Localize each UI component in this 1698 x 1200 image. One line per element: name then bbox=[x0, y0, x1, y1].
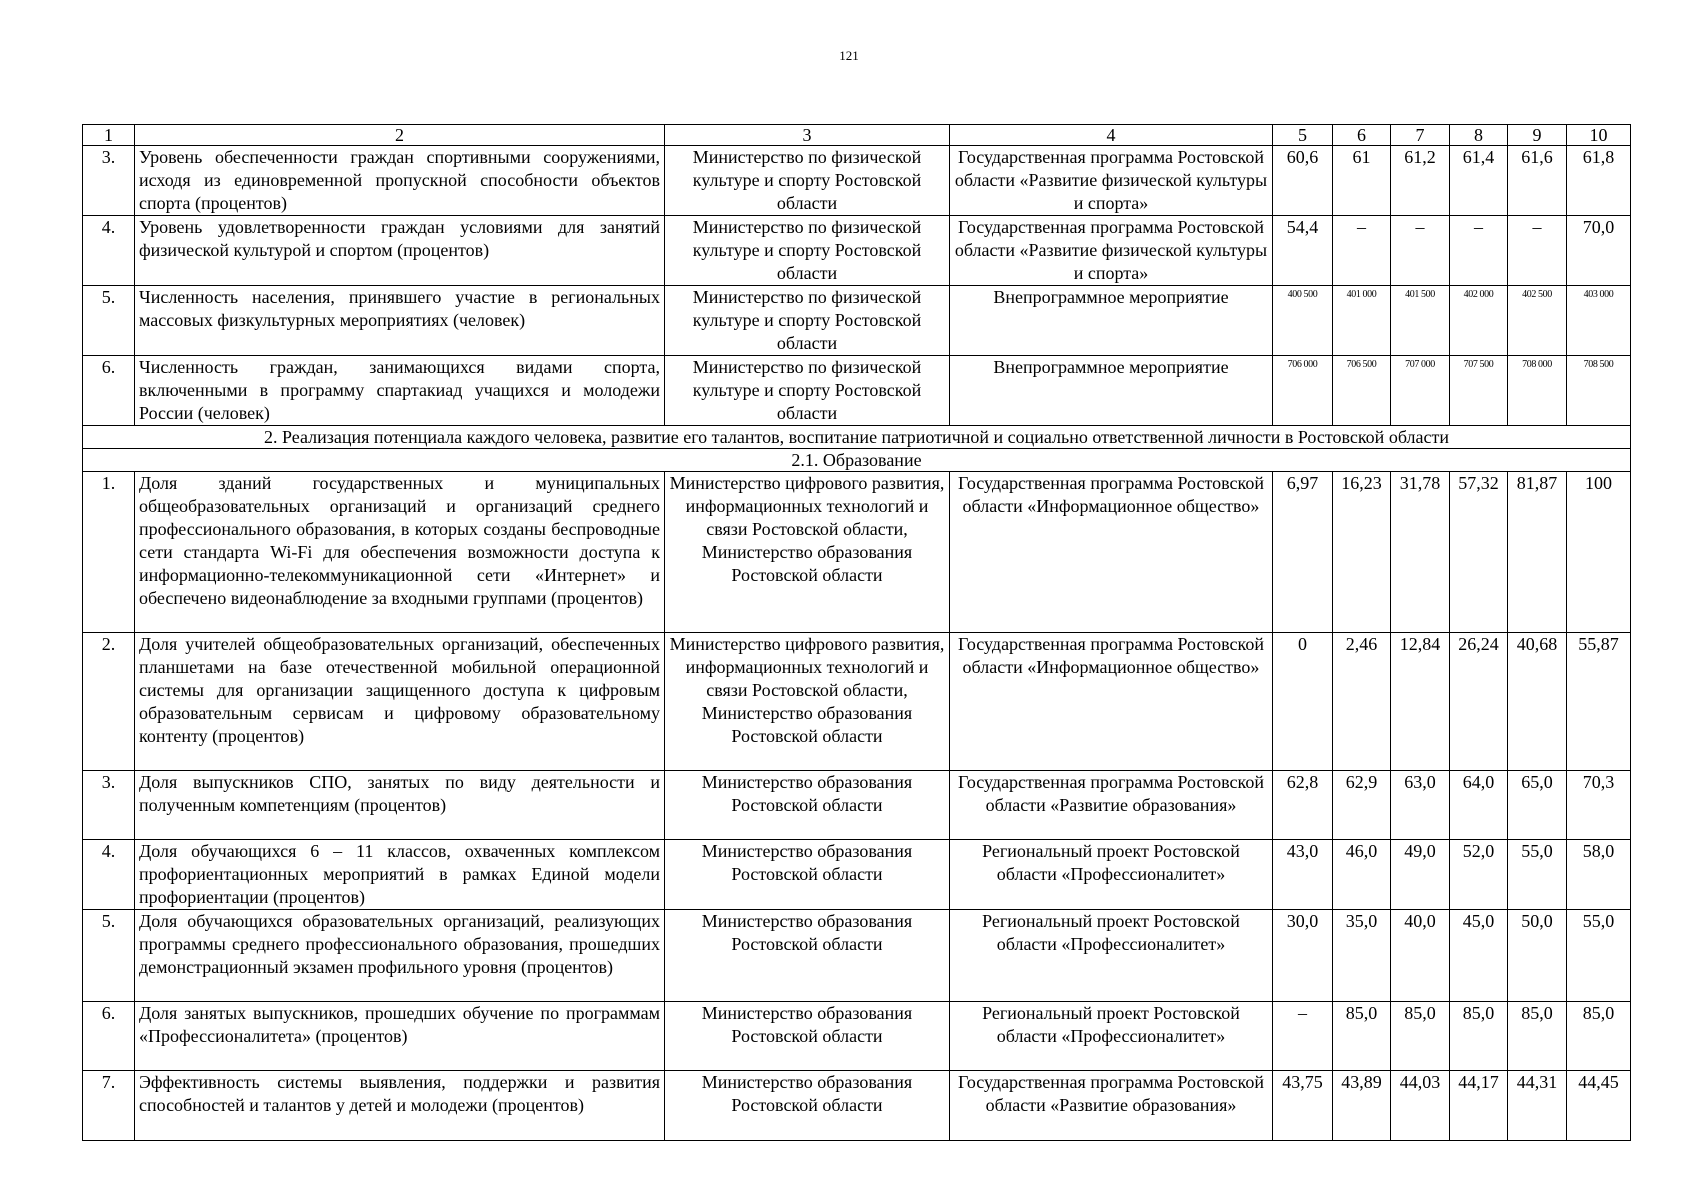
indicator-value: 55,0 bbox=[1567, 910, 1631, 1002]
indicator-value: 100 bbox=[1567, 472, 1631, 633]
row-number: 3. bbox=[83, 771, 135, 840]
indicator-value: – bbox=[1391, 216, 1450, 286]
indicator-value: 63,0 bbox=[1391, 771, 1450, 840]
indicator-name: Доля обучающихся 6 – 11 классов, охваченных комплексом профориентационных мероприятий в рамках Единой модели профориентации (процентов) bbox=[135, 840, 665, 910]
table-row bbox=[83, 1071, 1631, 1141]
section-title: 2. Реализация потенциала каждого человека, развитие его талантов, воспитание патриотичной и социально ответственной личности в Ростовской области bbox=[83, 426, 1631, 449]
indicator-value: 85,0 bbox=[1567, 1002, 1631, 1071]
indicator-value: 43,75 bbox=[1273, 1071, 1333, 1141]
responsible-executor: Министерство образования Ростовской области bbox=[665, 1071, 950, 1141]
indicator-value: 58,0 bbox=[1567, 840, 1631, 910]
indicator-value: 31,78 bbox=[1391, 472, 1450, 633]
table-row bbox=[83, 472, 1631, 633]
page-number: 121 bbox=[839, 48, 859, 63]
indicator-value: 44,45 bbox=[1567, 1071, 1631, 1141]
program-source: Региональный проект Ростовской области «Профессионалитет» bbox=[950, 1002, 1273, 1071]
indicator-value: 43,0 bbox=[1273, 840, 1333, 910]
indicator-value: 85,0 bbox=[1391, 1002, 1450, 1071]
indicator-value: 61,8 bbox=[1567, 146, 1631, 216]
row-number: 4. bbox=[83, 216, 135, 286]
section-row bbox=[83, 426, 1631, 449]
indicator-value: 52,0 bbox=[1450, 840, 1508, 910]
program-source: Государственная программа Ростовской области «Информационное общество» bbox=[950, 472, 1273, 633]
indicator-value: 61,2 bbox=[1391, 146, 1450, 216]
indicator-value: 70,0 bbox=[1567, 216, 1631, 286]
indicator-value: 706 000 bbox=[1273, 356, 1333, 426]
indicator-value: 40,68 bbox=[1508, 633, 1567, 771]
subsection-row bbox=[83, 449, 1631, 472]
responsible-executor: Министерство по физической культуре и спорту Ростовской области bbox=[665, 146, 950, 216]
indicator-value: 55,0 bbox=[1508, 840, 1567, 910]
indicator-value: 401 500 bbox=[1391, 286, 1450, 356]
indicator-value: 61,6 bbox=[1508, 146, 1567, 216]
indicator-value: 403 000 bbox=[1567, 286, 1631, 356]
program-source: Региональный проект Ростовской области «Профессионалитет» bbox=[950, 840, 1273, 910]
indicator-name: Численность населения, принявшего участие в региональных массовых физкультурных мероприятиях (человек) bbox=[135, 286, 665, 356]
header-cell: 10 bbox=[1567, 125, 1631, 146]
indicator-value: 44,31 bbox=[1508, 1071, 1567, 1141]
indicator-value: 401 000 bbox=[1333, 286, 1391, 356]
table-row bbox=[83, 771, 1631, 840]
indicator-value: 707 000 bbox=[1391, 356, 1450, 426]
header-cell: 1 bbox=[83, 125, 135, 146]
indicator-value: 706 500 bbox=[1333, 356, 1391, 426]
indicator-value: – bbox=[1450, 216, 1508, 286]
indicator-value: – bbox=[1273, 1002, 1333, 1071]
indicator-value: 62,8 bbox=[1273, 771, 1333, 840]
program-source: Государственная программа Ростовской области «Развитие образования» bbox=[950, 1071, 1273, 1141]
indicator-value: 708 000 bbox=[1508, 356, 1567, 426]
indicator-value: 85,0 bbox=[1450, 1002, 1508, 1071]
table-row bbox=[83, 356, 1631, 426]
row-number: 5. bbox=[83, 286, 135, 356]
indicator-value: 81,87 bbox=[1508, 472, 1567, 633]
header-cell: 6 bbox=[1333, 125, 1391, 146]
program-source: Внепрограммное мероприятие bbox=[950, 356, 1273, 426]
indicator-value: 64,0 bbox=[1450, 771, 1508, 840]
indicator-value: 55,87 bbox=[1567, 633, 1631, 771]
row-number: 1. bbox=[83, 472, 135, 633]
indicator-name: Доля учителей общеобразовательных организаций, обеспеченных планшетами на базе отечественной мобильной операционной системы для организации защищенного доступа к цифровым образовательным сервисам и цифровому образовательному контенту (процентов) bbox=[135, 633, 665, 771]
indicator-value: 46,0 bbox=[1333, 840, 1391, 910]
header-cell: 7 bbox=[1391, 125, 1450, 146]
indicator-value: 61 bbox=[1333, 146, 1391, 216]
indicator-value: 65,0 bbox=[1508, 771, 1567, 840]
indicator-value: 45,0 bbox=[1450, 910, 1508, 1002]
program-source: Внепрограммное мероприятие bbox=[950, 286, 1273, 356]
indicator-value: 402 500 bbox=[1508, 286, 1567, 356]
indicator-value: 54,4 bbox=[1273, 216, 1333, 286]
indicator-name: Эффективность системы выявления, поддержки и развития способностей и талантов у детей и молодежи (процентов) bbox=[135, 1071, 665, 1141]
indicator-value: 62,9 bbox=[1333, 771, 1391, 840]
indicator-value: 40,0 bbox=[1391, 910, 1450, 1002]
indicator-value: 708 500 bbox=[1567, 356, 1631, 426]
indicator-value: 85,0 bbox=[1508, 1002, 1567, 1071]
indicator-value: 50,0 bbox=[1508, 910, 1567, 1002]
responsible-executor: Министерство образования Ростовской области bbox=[665, 910, 950, 1002]
indicator-name: Доля обучающихся образовательных организаций, реализующих программы среднего профессионального образования, прошедших демонстрационный экзамен профильного уровня (процентов) bbox=[135, 910, 665, 1002]
row-number: 2. bbox=[83, 633, 135, 771]
row-number: 6. bbox=[83, 1002, 135, 1071]
indicator-value: 35,0 bbox=[1333, 910, 1391, 1002]
responsible-executor: Министерство образования Ростовской области bbox=[665, 1002, 950, 1071]
table-row bbox=[83, 633, 1631, 771]
row-number: 4. bbox=[83, 840, 135, 910]
table-row bbox=[83, 146, 1631, 216]
responsible-executor: Министерство цифрового развития, информационных технологий и связи Ростовской области, Министерство образования Ростовской области bbox=[665, 633, 950, 771]
indicator-name: Доля зданий государственных и муниципальных общеобразовательных организаций и организаций среднего профессионального образования, в которых созданы беспроводные сети стандарта Wi-Fi для обеспечения возможности доступа к информационно-телекоммуникационной сети «Интернет» и обеспечено видеонаблюдение за входными группами (процентов) bbox=[135, 472, 665, 633]
indicator-value: 707 500 bbox=[1450, 356, 1508, 426]
indicator-value: – bbox=[1508, 216, 1567, 286]
indicator-value: 16,23 bbox=[1333, 472, 1391, 633]
table-row bbox=[83, 840, 1631, 910]
header-cell: 8 bbox=[1450, 125, 1508, 146]
indicator-value: 60,6 bbox=[1273, 146, 1333, 216]
row-number: 3. bbox=[83, 146, 135, 216]
header-cell: 3 bbox=[665, 125, 950, 146]
header-cell: 5 bbox=[1273, 125, 1333, 146]
table-row bbox=[83, 910, 1631, 1002]
indicator-value: 2,46 bbox=[1333, 633, 1391, 771]
indicator-value: 30,0 bbox=[1273, 910, 1333, 1002]
indicator-value: 61,4 bbox=[1450, 146, 1508, 216]
program-source: Государственная программа Ростовской области «Развитие физической культуры и спорта» bbox=[950, 216, 1273, 286]
indicator-value: 26,24 bbox=[1450, 633, 1508, 771]
indicator-value: 70,3 bbox=[1567, 771, 1631, 840]
program-source: Региональный проект Ростовской области «Профессионалитет» bbox=[950, 910, 1273, 1002]
indicator-value: 6,97 bbox=[1273, 472, 1333, 633]
indicator-value: – bbox=[1333, 216, 1391, 286]
indicator-value: 44,17 bbox=[1450, 1071, 1508, 1141]
row-number: 6. bbox=[83, 356, 135, 426]
table-row bbox=[83, 286, 1631, 356]
subsection-title: 2.1. Образование bbox=[83, 449, 1631, 472]
indicator-value: 400 500 bbox=[1273, 286, 1333, 356]
program-source: Государственная программа Ростовской области «Развитие физической культуры и спорта» bbox=[950, 146, 1273, 216]
header-cell: 4 bbox=[950, 125, 1273, 146]
indicator-value: 0 bbox=[1273, 633, 1333, 771]
indicator-name: Доля выпускников СПО, занятых по виду деятельности и полученным компетенциям (процентов) bbox=[135, 771, 665, 840]
header-row bbox=[83, 125, 1631, 146]
indicators-table bbox=[82, 124, 1631, 1141]
responsible-executor: Министерство по физической культуре и спорту Ростовской области bbox=[665, 216, 950, 286]
row-number: 5. bbox=[83, 910, 135, 1002]
table-row bbox=[83, 216, 1631, 286]
table-row bbox=[83, 1002, 1631, 1071]
header-cell: 9 bbox=[1508, 125, 1567, 146]
indicator-value: 85,0 bbox=[1333, 1002, 1391, 1071]
header-cell: 2 bbox=[135, 125, 665, 146]
indicator-value: 402 000 bbox=[1450, 286, 1508, 356]
indicator-value: 43,89 bbox=[1333, 1071, 1391, 1141]
indicator-name: Доля занятых выпускников, прошедших обучение по программам «Профессионалитета» (процентов) bbox=[135, 1002, 665, 1071]
indicator-value: 57,32 bbox=[1450, 472, 1508, 633]
indicator-name: Уровень обеспеченности граждан спортивными сооружениями, исходя из единовременной пропускной способности объектов спорта (процентов) bbox=[135, 146, 665, 216]
program-source: Государственная программа Ростовской области «Информационное общество» bbox=[950, 633, 1273, 771]
responsible-executor: Министерство образования Ростовской области bbox=[665, 840, 950, 910]
indicator-value: 44,03 bbox=[1391, 1071, 1450, 1141]
indicator-name: Численность граждан, занимающихся видами спорта, включенными в программу спартакиад учащихся и молодежи России (человек) bbox=[135, 356, 665, 426]
responsible-executor: Министерство по физической культуре и спорту Ростовской области bbox=[665, 356, 950, 426]
row-number: 7. bbox=[83, 1071, 135, 1141]
program-source: Государственная программа Ростовской области «Развитие образования» bbox=[950, 771, 1273, 840]
responsible-executor: Министерство цифрового развития, информационных технологий и связи Ростовской области, Министерство образования Ростовской области bbox=[665, 472, 950, 633]
indicator-name: Уровень удовлетворенности граждан условиями для занятий физической культурой и спортом (процентов) bbox=[135, 216, 665, 286]
responsible-executor: Министерство образования Ростовской области bbox=[665, 771, 950, 840]
responsible-executor: Министерство по физической культуре и спорту Ростовской области bbox=[665, 286, 950, 356]
indicator-value: 49,0 bbox=[1391, 840, 1450, 910]
indicator-value: 12,84 bbox=[1391, 633, 1450, 771]
